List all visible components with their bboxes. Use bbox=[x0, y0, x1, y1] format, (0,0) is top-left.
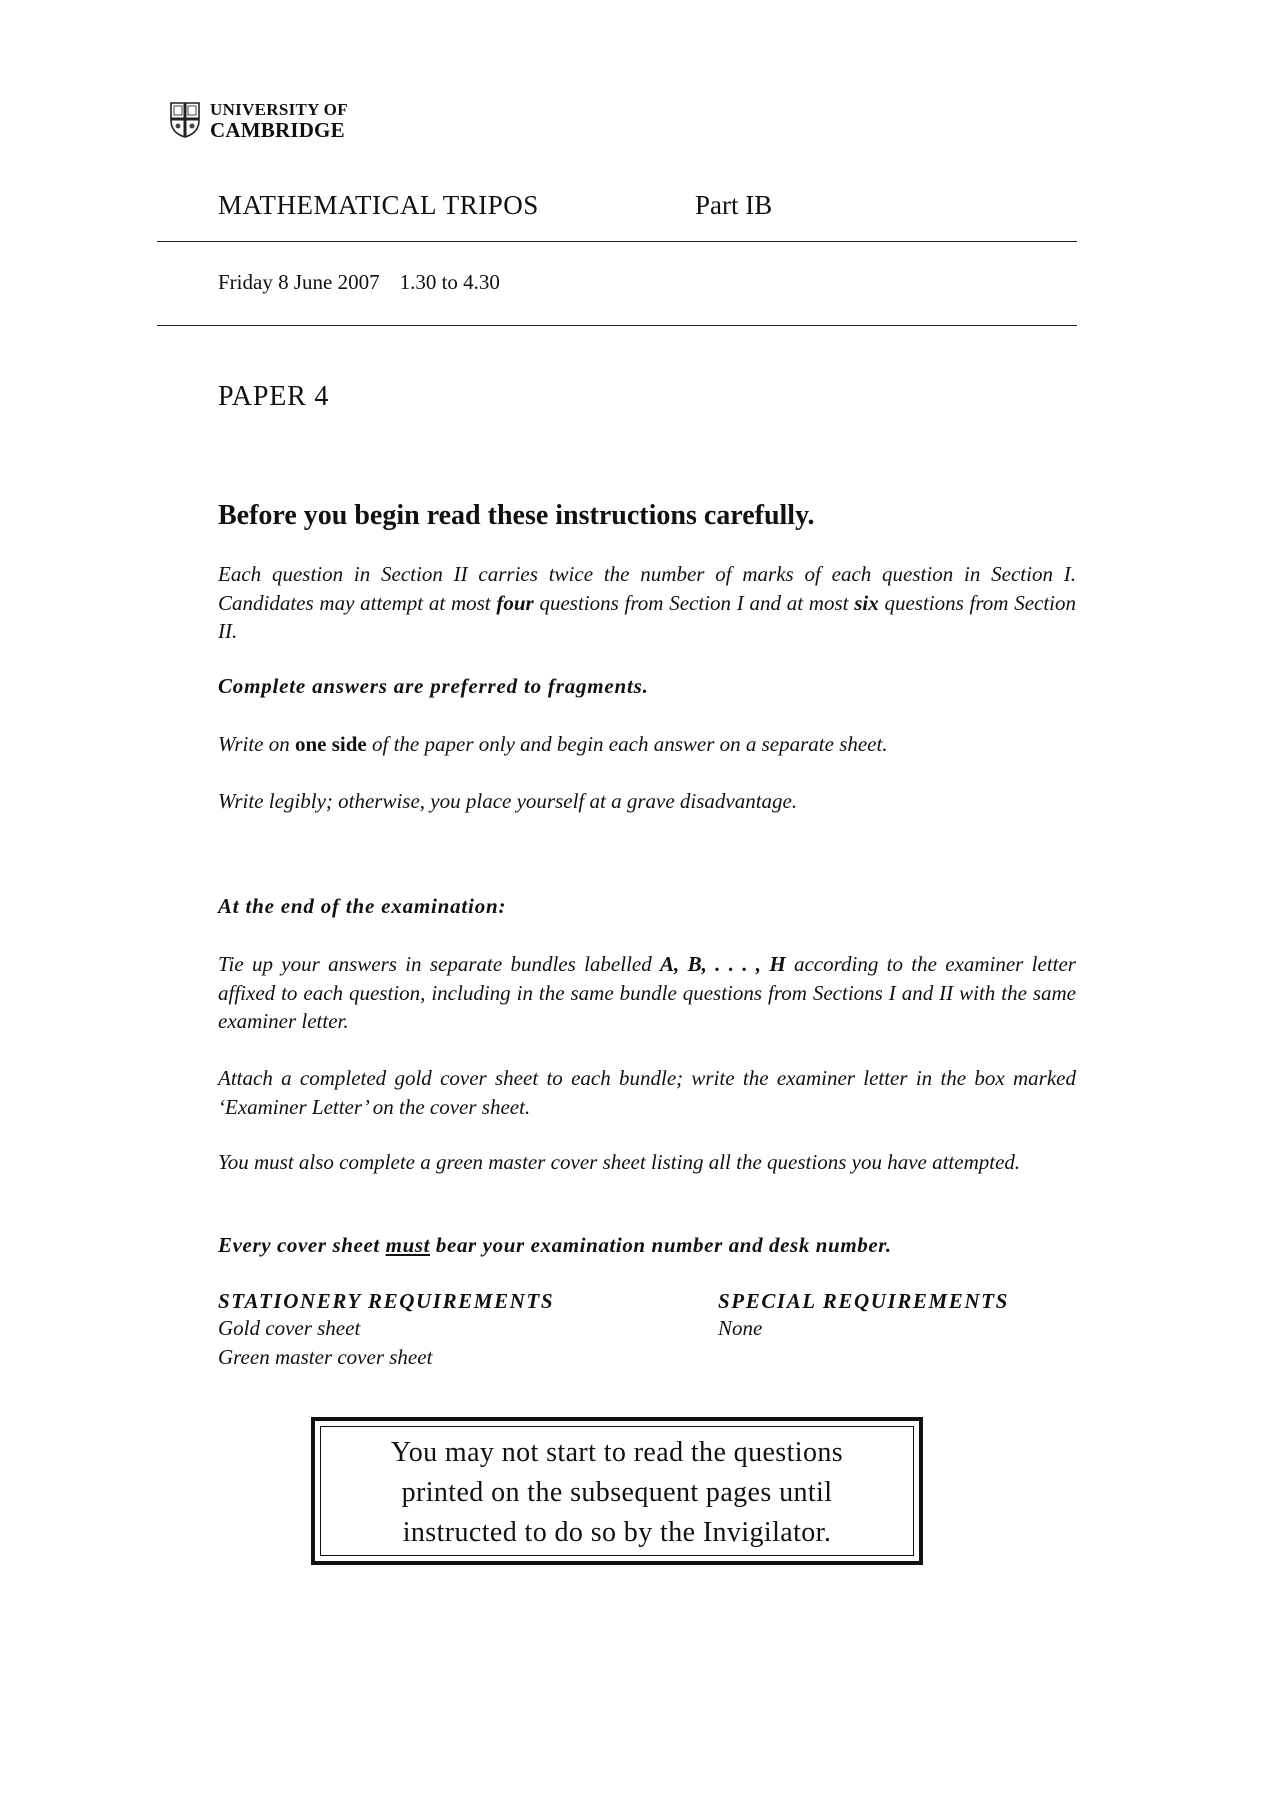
one-side-instruction bbox=[218, 730, 1076, 759]
special-requirements bbox=[718, 1289, 1009, 1343]
end-of-exam-heading: At the end of the examination: bbox=[218, 894, 507, 918]
notice-text bbox=[315, 1433, 919, 1553]
stationery-item: Green master cover sheet bbox=[218, 1345, 433, 1369]
examiner-letters: A, B, . . . , H bbox=[660, 952, 786, 976]
underlined-must: must bbox=[385, 1233, 431, 1257]
stationery-item: Gold cover sheet bbox=[218, 1316, 361, 1340]
paper-number: PAPER 4 bbox=[218, 381, 330, 412]
text-run: Tie up your answers in separate bundles labelled bbox=[218, 952, 661, 976]
notice-line: You may not start to read the questions bbox=[390, 1437, 844, 1468]
stationery-heading: STATIONERY REQUIREMENTS bbox=[218, 1289, 555, 1313]
cover-sheet-note bbox=[218, 1233, 892, 1258]
complete-answers-note: Complete answers are preferred to fragments. bbox=[218, 674, 649, 698]
text-run: questions from Section I and at most bbox=[533, 590, 855, 615]
text-run: of the paper only and begin each answer on a separate sheet. bbox=[366, 732, 888, 756]
text-run: Each question in Section II carries twice the number of marks of each question in Section I. Candidates may attempt at most bbox=[218, 562, 1076, 615]
notice-line: printed on the subsequent pages until bbox=[401, 1477, 833, 1508]
special-item: None bbox=[718, 1316, 763, 1340]
exam-date-line bbox=[218, 270, 500, 295]
text-run: according to the examiner letter affixed to each question, including in the same bundle questions from Sections I and II with the same examiner letter. bbox=[218, 952, 1076, 1033]
text-run: Write on bbox=[218, 732, 295, 756]
exam-time: 1.30 to 4.30 bbox=[399, 270, 500, 294]
exam-name: MATHEMATICAL TRIPOS bbox=[218, 190, 539, 220]
notice-line: instructed to do so by the Invigilator. bbox=[402, 1517, 832, 1548]
text-run: bear your examination number and desk number. bbox=[430, 1233, 892, 1257]
gold-cover-paragraph: Attach a completed gold cover sheet to each bundle; write the examiner letter in the box marked ‘Examiner Letter’ on the cover sheet. bbox=[218, 1066, 1076, 1119]
university-logo bbox=[210, 100, 348, 140]
emphasis-six: six bbox=[854, 590, 879, 615]
stationery-requirements bbox=[218, 1289, 554, 1372]
legibility-instruction: Write legibly; otherwise, you place yourself at a grave disadvantage. bbox=[218, 789, 798, 813]
header-rule-top bbox=[157, 241, 1077, 242]
instructions-heading: Before you begin read these instructions carefully. bbox=[218, 500, 815, 531]
exam-part: Part IB bbox=[695, 190, 773, 220]
logo-line-2: CAMBRIDGE bbox=[210, 118, 345, 142]
exam-date: Friday 8 June 2007 bbox=[218, 270, 380, 294]
header-rule-bottom bbox=[157, 325, 1077, 326]
invigilator-notice-box bbox=[311, 1417, 923, 1565]
university-crest-icon bbox=[170, 102, 200, 138]
special-heading: SPECIAL REQUIREMENTS bbox=[718, 1289, 1009, 1313]
bundles-paragraph bbox=[218, 950, 1076, 1036]
logo-line-1: UNIVERSITY OF bbox=[210, 100, 348, 119]
emphasis-four: four bbox=[496, 590, 534, 615]
text-run: questions from Section II. bbox=[218, 590, 1076, 643]
green-cover-paragraph: You must also complete a green master cover sheet listing all the questions you have attempted. bbox=[218, 1150, 1021, 1174]
text-run: Every cover sheet bbox=[218, 1233, 386, 1257]
emphasis-one-side: one side bbox=[295, 732, 367, 756]
section-marks-paragraph bbox=[218, 560, 1076, 646]
